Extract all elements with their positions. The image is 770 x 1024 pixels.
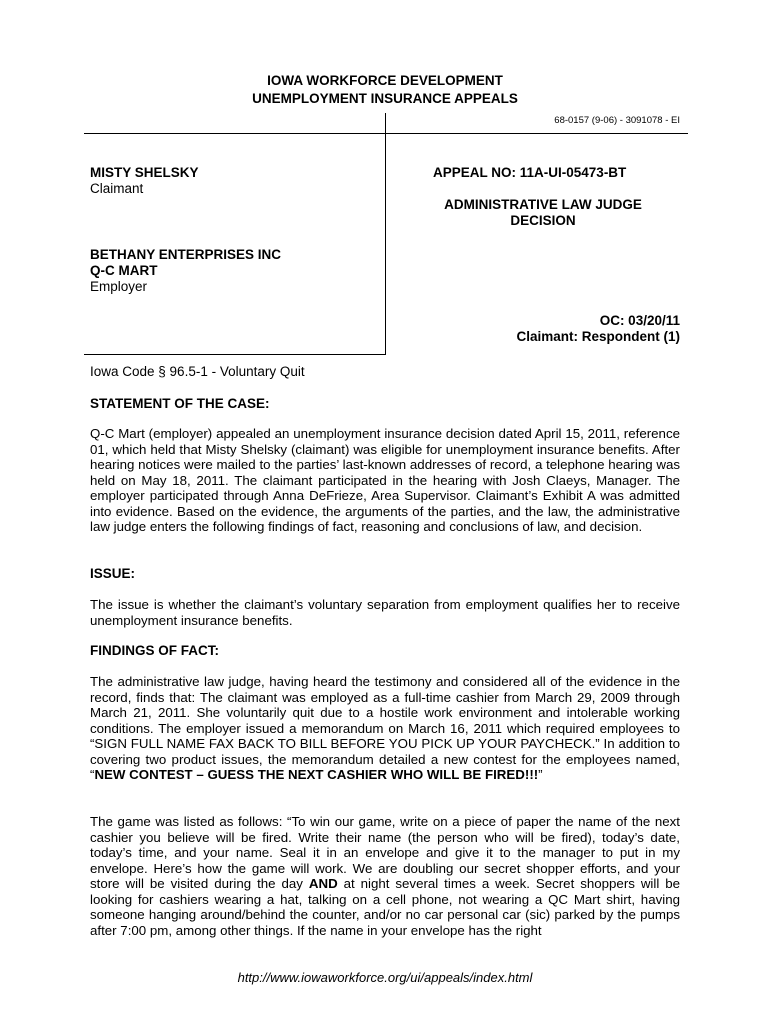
findings-heading: FINDINGS OF FACT:: [90, 643, 219, 658]
header-rule-right: [386, 133, 688, 134]
claimant-name: MISTY SHELSKY: [90, 165, 199, 180]
employer-dba: Q-C MART: [90, 263, 158, 278]
employer-name: BETHANY ENTERPRISES INC: [90, 247, 282, 262]
findings-text-end: ”: [538, 767, 543, 782]
game-emphasis: AND: [308, 876, 338, 891]
game-text-end: at night several times a week. Secret shoppers will be looking for cashiers wearing a hat, talking on a cell phone, not wearing a QC Mart shirt, having someone hanging around/behind the counter, and/or no car personal car (sic) parked by the pumps after 7:00 pm, among other things. If the name in your envelope has the right: [90, 876, 681, 938]
findings-text: The administrative law judge, having heard the testimony and considered all of the evidence in the record, finds that: The claimant was employed as a full-time cashier from March 29, 2009 through March 21, 2011. She voluntarily quit due to a hostile work environment and intolerable working conditions. The employer issued a memorandum on March 16, 2011 which required employees to “SIGN FULL NAME FAX BACK TO BILL BEFORE YOU PICK UP YOUR PAYCHECK.” In addition to covering two product issues, the memorandum detailed a new contest for the employees named, “: [90, 674, 680, 782]
decision-title-line2: DECISION: [510, 213, 576, 228]
code-citation: Iowa Code § 96.5-1 - Voluntary Quit: [90, 364, 305, 379]
division-name: UNEMPLOYMENT INSURANCE APPEALS: [252, 91, 518, 106]
caption-rule-bottom: [84, 354, 386, 355]
footer-url[interactable]: http://www.iowaworkforce.org/ui/appeals/index.html: [237, 970, 533, 985]
claimant-role: Claimant: [90, 181, 144, 196]
statement-heading: STATEMENT OF THE CASE:: [90, 396, 270, 411]
findings-paragraph: [90, 674, 680, 783]
statement-paragraph: Q-C Mart (employer) appealed an unemployment insurance decision dated April 15, 2011, reference 01, which held that Misty Shelsky (claimant) was eligible for unemployment insurance benefits. After hearing notices were mailed to the parties’ last-known addresses of record, a telephone hearing was held on May 18, 2011. The claimant participated in the hearing with Josh Claeys, Manager. The employer participated through Anna DeFrieze, Area Supervisor. Claimant’s Exhibit A was admitted into evidence. Based on the evidence, the arguments of the parties, and the law, the administrative law judge enters the following findings of fact, reasoning and conclusions of law, and decision.: [90, 426, 680, 534]
header-rule-left: [84, 133, 386, 134]
decision-title-line1: ADMINISTRATIVE LAW JUDGE: [444, 197, 642, 212]
issue-heading: ISSUE:: [90, 566, 136, 581]
issue-paragraph: The issue is whether the claimant’s voluntary separation from employment qualifies her to receive unemployment insurance benefits.: [90, 597, 680, 628]
game-paragraph: [90, 814, 680, 938]
form-number: 68-0157 (9-06) - 3091078 - EI: [554, 115, 680, 126]
contest-name: NEW CONTEST – GUESS THE NEXT CASHIER WHO WILL BE FIRED!!!: [94, 767, 539, 782]
original-claim-date: OC: 03/20/11: [599, 313, 680, 328]
claimant-status: Claimant: Respondent (1): [516, 329, 680, 344]
caption-divider: [385, 113, 386, 355]
agency-name: IOWA WORKFORCE DEVELOPMENT: [267, 73, 503, 88]
employer-role: Employer: [90, 279, 148, 294]
game-text: The game was listed as follows: “To win our game, write on a piece of paper the name of the next cashier you believe will be fired. Write their name (the person who will be fired), today’s date, today’s time, and your name. Seal it in an envelope and give it to the manager to put in my envelope. Here’s how the game will work. We are doubling our secret shopper efforts, and your store will be visited during the day: [90, 814, 680, 891]
appeal-number: APPEAL NO: 11A-UI-05473-BT: [433, 165, 627, 180]
